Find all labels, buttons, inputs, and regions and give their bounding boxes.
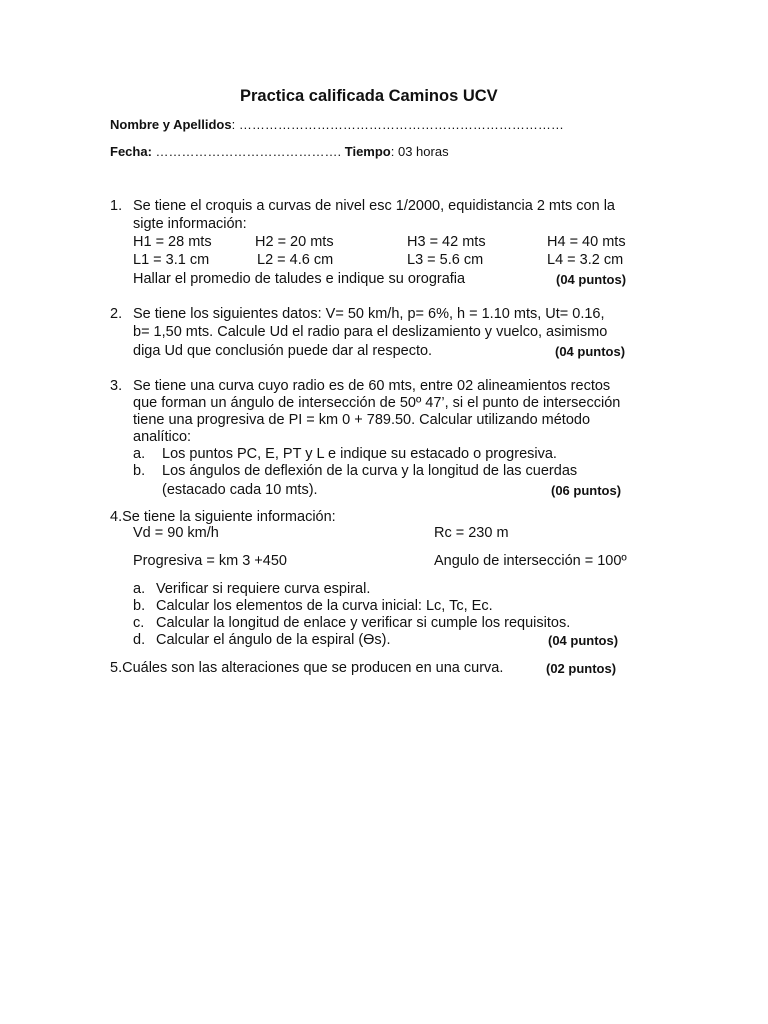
q1-line-1: Se tiene el croquis a curvas de nivel esc 1/2000, equidistancia 2 mts con la	[133, 198, 615, 214]
q3-points: (06 puntos)	[551, 483, 622, 498]
q4-vd: Vd = 90 km/h	[133, 525, 219, 541]
q4-intro: 4.Se tiene la siguiente información:	[110, 509, 336, 525]
q2-points: (04 puntos)	[555, 344, 626, 359]
q4-item-d-label: d.	[133, 632, 146, 648]
q4-item-b-label: b.	[133, 598, 146, 614]
q1-points: (04 puntos)	[556, 272, 627, 287]
q5-points: (02 puntos)	[546, 661, 617, 676]
q3-line-3: tiene una progresiva de PI = km 0 + 789.50. Calcular utilizando método	[133, 412, 591, 428]
q1-line-2: sigte información:	[133, 216, 247, 232]
q4-item-d: Calcular el ángulo de la espiral (Ɵs).	[156, 632, 391, 648]
date-dots: …………………………………….	[151, 144, 345, 159]
q2-line-3: diga Ud que conclusión puede dar al respecto.	[133, 343, 433, 359]
q4-rc: Rc = 230 m	[434, 525, 509, 541]
name-dots: : …………………………………………………………………	[231, 117, 564, 132]
q2-number: 2.	[110, 306, 123, 322]
q4-item-c-label: c.	[133, 615, 145, 631]
q3-item-b-label: b.	[133, 463, 146, 479]
q1-h1: H1 = 28 mts	[133, 234, 212, 250]
name-field	[110, 116, 564, 134]
q1-l2: L2 = 4.6 cm	[257, 252, 334, 268]
q5-text: 5.Cuáles son las alteraciones que se producen en una curva.	[110, 660, 504, 676]
q3-item-a: Los puntos PC, E, PT y L e indique su estacado o progresiva.	[162, 446, 557, 462]
q4-item-a: Verificar si requiere curva espiral.	[156, 581, 371, 597]
q4-item-b: Calcular los elementos de la curva inicial: Lc, Tc, Ec.	[156, 598, 493, 614]
q3-line-1: Se tiene una curva cuyo radio es de 60 mts, entre 02 alineamientos rectos	[133, 378, 611, 394]
q4-item-a-label: a.	[133, 581, 146, 597]
q4-points: (04 puntos)	[548, 633, 619, 648]
date-time-field	[110, 143, 449, 161]
q4-progresiva: Progresiva = km 3 +450	[133, 553, 287, 569]
time-value: : 03 horas	[390, 144, 449, 159]
q1-l3: L3 = 5.6 cm	[407, 252, 484, 268]
q3-line-2: que forman un ángulo de intersección de 50º 47’, si el punto de intersección	[133, 395, 621, 411]
q3-line-4: analítico:	[133, 429, 192, 445]
q1-h2: H2 = 20 mts	[255, 234, 334, 250]
q1-l1: L1 = 3.1 cm	[133, 252, 210, 268]
q1-line-last: Hallar el promedio de taludes e indique su orografia	[133, 271, 466, 287]
time-label: Tiempo	[344, 144, 391, 159]
q1-l4: L4 = 3.2 cm	[547, 252, 624, 268]
date-label: Fecha:	[110, 144, 152, 159]
q1-h3: H3 = 42 mts	[407, 234, 486, 250]
q2-line-1: Se tiene los siguientes datos: V= 50 km/h, p= 6%, h = 1.10 mts, Ut= 0.16,	[133, 306, 605, 322]
page-title: Practica calificada Caminos UCV	[240, 87, 498, 105]
q3-item-a-label: a.	[133, 446, 146, 462]
q3-number: 3.	[110, 378, 123, 394]
q4-angle: Angulo de intersección = 100º	[434, 553, 627, 569]
q1-h4: H4 = 40 mts	[547, 234, 626, 250]
name-label: Nombre y Apellidos	[110, 117, 232, 132]
q2-line-2: b= 1,50 mts. Calcule Ud el radio para el deslizamiento y vuelco, asimismo	[133, 324, 608, 340]
q3-item-b-cont: (estacado cada 10 mts).	[162, 482, 318, 498]
q3-item-b: Los ángulos de deflexión de la curva y la longitud de las cuerdas	[162, 463, 578, 479]
q4-item-c: Calcular la longitud de enlace y verificar si cumple los requisitos.	[156, 615, 571, 631]
q1-number: 1.	[110, 198, 123, 214]
